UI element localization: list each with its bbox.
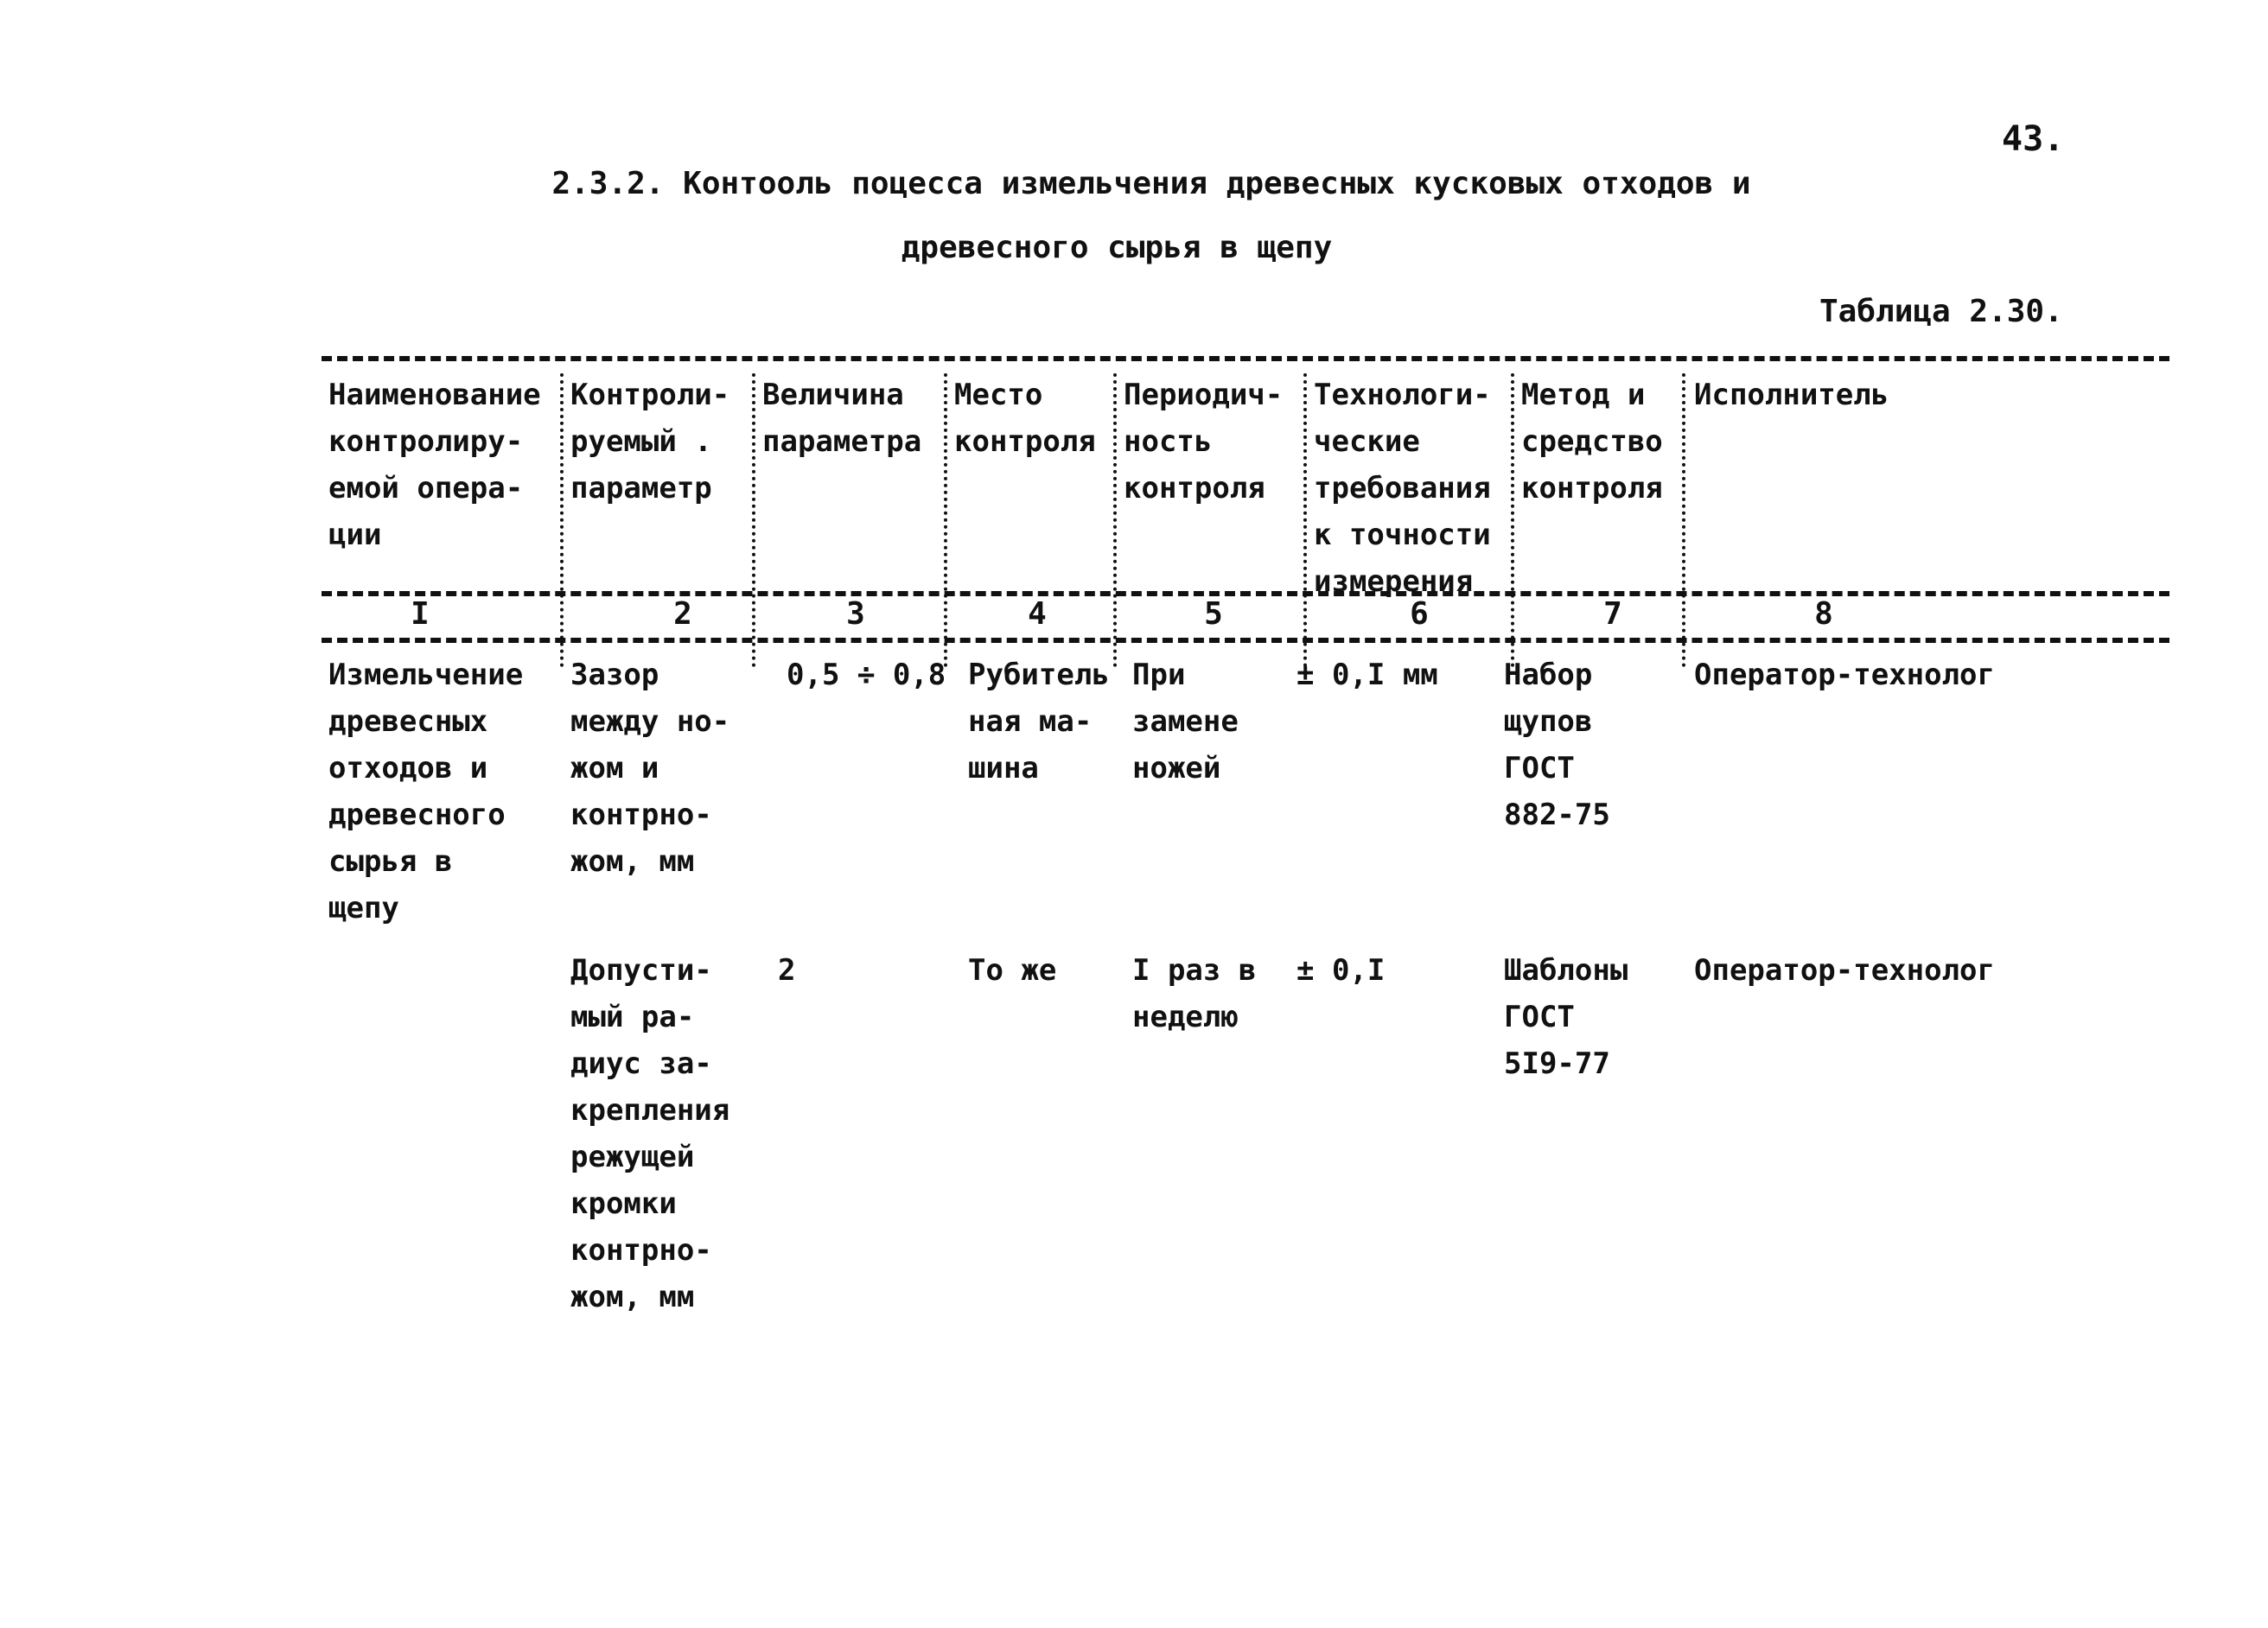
column-number: 7 (1603, 596, 1622, 632)
row1-method: Набор щупов ГОСТ 882-75 (1504, 658, 1610, 832)
row2-value: 2 (778, 953, 796, 988)
column-number: 5 (1204, 596, 1223, 632)
row1-value: 0,5 ÷ 0,8 (787, 658, 946, 692)
header-operation: Наименование контролиру- емой опера- ции (328, 378, 541, 552)
row2-executor: Оператор-технолог (1694, 953, 1995, 988)
row1-accuracy: ± 0,I мм (1296, 658, 1438, 692)
column-separator (1511, 373, 1514, 667)
table-caption: Таблица 2.30. (1819, 294, 2063, 329)
column-number: 3 (846, 596, 865, 632)
row2-parameter: Допусти- мый ра- диус за- крепления режущей кромки контрно- жом, мм (570, 953, 730, 1314)
row1-operation: Измельчение древесных отходов и древесного сырья в щепу (328, 658, 524, 925)
header-period: Периодич- ность контроля (1124, 378, 1284, 506)
column-number: 2 (673, 596, 692, 632)
header-method: Метод и средство контроля (1521, 378, 1663, 506)
header-value: Величина параметра (762, 378, 922, 459)
table-top-rule (322, 356, 2169, 361)
row2-accuracy: ± 0,I (1296, 953, 1386, 988)
row1-place: Рубитель ная ма- шина (968, 658, 1110, 785)
page-number: 43. (2002, 119, 2065, 159)
row2-method: Шаблоны ГОСТ 5I9-77 (1504, 953, 1628, 1081)
numbers-bottom-rule (322, 638, 2169, 643)
column-separator (1303, 373, 1307, 667)
row1-executor: Оператор-технолог (1694, 658, 1995, 692)
column-separator (944, 373, 947, 667)
row1-parameter: Зазор между но- жом и контрно- жом, мм (570, 658, 730, 879)
header-place: Место контроля (954, 378, 1096, 459)
header-bottom-rule (322, 591, 2169, 596)
header-accuracy: Технологи- ческие требования к точности измерения (1314, 378, 1491, 599)
section-title-line1: 2.3.2. Контооль поцесса измельчения древесных кусковых отходов и (551, 166, 1751, 201)
column-number: 6 (1410, 596, 1429, 632)
row2-place: То же (968, 953, 1057, 988)
column-number: I (411, 596, 430, 632)
section-title-line2: древесного сырья в щепу (901, 230, 1333, 265)
column-separator (1113, 373, 1117, 667)
row2-period: I раз в неделю (1132, 953, 1257, 1034)
column-number: 8 (1814, 596, 1833, 632)
column-separator (560, 373, 564, 667)
column-number: 4 (1028, 596, 1047, 632)
header-executor: Исполнитель (1694, 378, 1889, 412)
row1-period: При замене ножей (1132, 658, 1239, 785)
column-separator (752, 373, 755, 667)
column-separator (1682, 373, 1685, 667)
header-parameter: Контроли- руемый . параметр (570, 378, 730, 506)
